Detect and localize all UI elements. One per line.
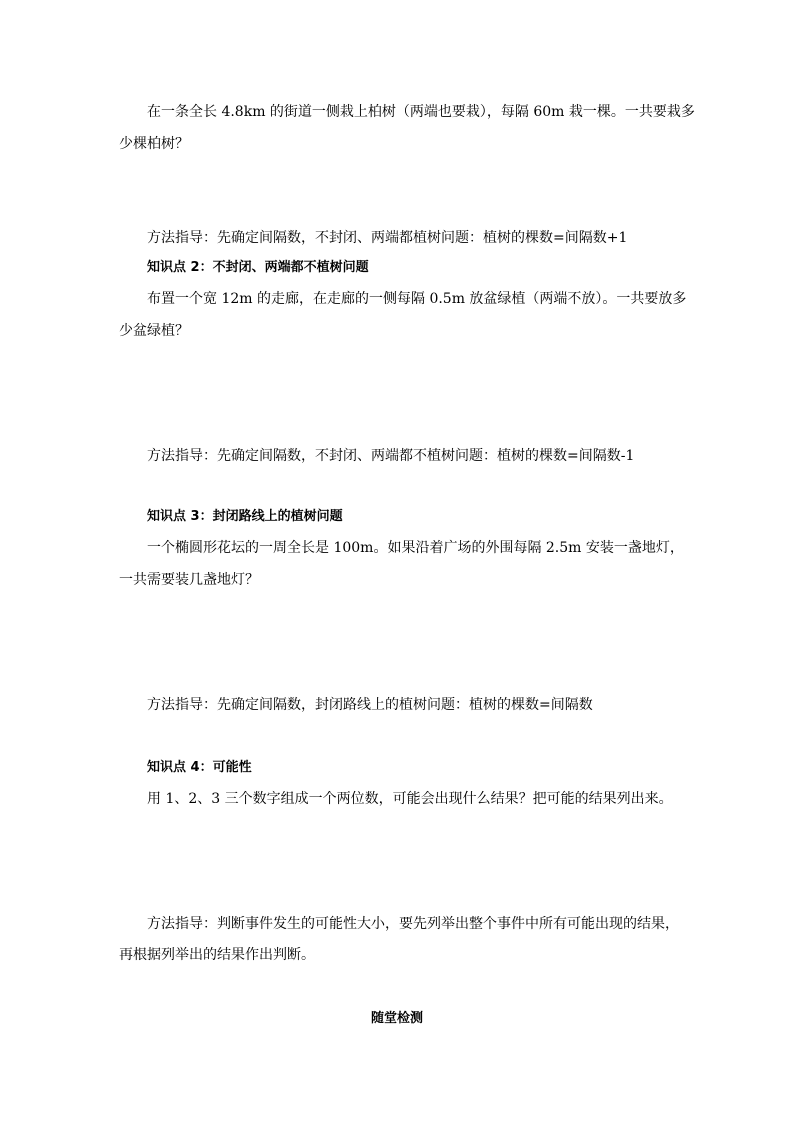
method1-text: 方法指导：先确定间隔数，不封闭、两端都植树问题：植树的棵数=间隔数+1 [147, 230, 628, 246]
section-title: 随堂检测 [370, 1011, 423, 1026]
problem1-text-line1: 在一条全长 4.8km 的街道一侧栽上柏树（两端也要栽），每隔 60m 栽一棵。一共要栽多 [147, 104, 695, 120]
kp2-heading: 知识点 2：不封闭、两端都不植树问题 [147, 260, 369, 275]
kp3-text-line1: 一个椭圆形花坛的一周全长是 100m。如果沿着广场的外围每隔 2.5m 安装一盏地灯， [147, 540, 684, 556]
kp2-text-line1: 布置一个宽 12m 的走廊，在走廊的一侧每隔 0.5m 放盆绿植（两端不放）。一共要放多 [147, 291, 687, 307]
kp4-text-line1: 用 1、2、3 三个数字组成一个两位数，可能会出现什么结果？把可能的结果列出来。 [147, 791, 673, 807]
kp4-method-text-line1: 方法指导：判断事件发生的可能性大小，要先列举出整个事件中所有可能出现的结果， [147, 916, 679, 932]
problem1-text-line2: 少棵柏树？ [119, 136, 189, 152]
kp2-method-text: 方法指导：先确定间隔数，不封闭、两端都不植树问题：植树的棵数=间隔数-1 [147, 448, 635, 464]
kp4-heading: 知识点 4：可能性 [147, 760, 252, 775]
kp3-heading: 知识点 3：封闭路线上的植树问题 [147, 509, 343, 524]
kp3-text-line2: 一共需要装几盏地灯？ [119, 572, 259, 588]
kp4-method-text-line2: 再根据列举出的结果作出判断。 [119, 947, 315, 963]
kp3-method-text: 方法指导：先确定间隔数，封闭路线上的植树问题：植树的棵数=间隔数 [147, 697, 593, 713]
kp2-text-line2: 少盆绿植？ [119, 323, 189, 339]
